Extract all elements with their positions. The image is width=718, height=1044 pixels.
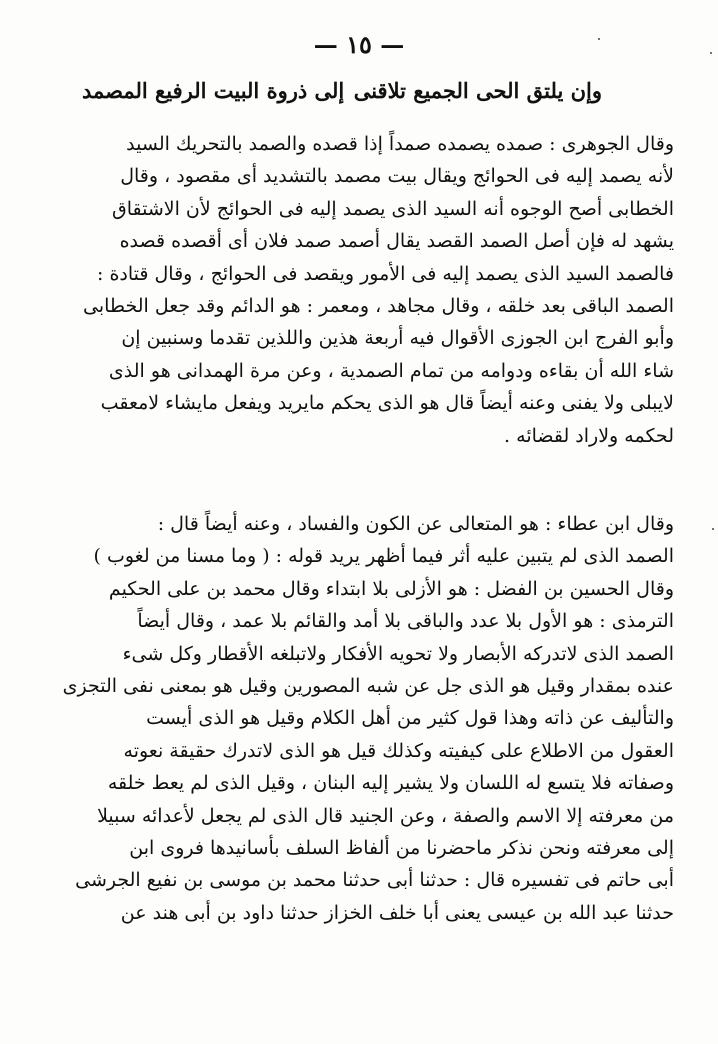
text-line: العقول من الاطلاع على كيفيته وكذلك قيل هو الذى لاتدرك حقيقة نعوته xyxy=(123,739,674,762)
verse-hemistich-right: وإن يلتق الحى الجميع تلاقنى xyxy=(353,78,602,103)
scan-speck xyxy=(598,38,600,40)
text-line: لأنه يصمد إليه فى الحوائج ويقال بيت مصمد بالتشديد أى مقصود ، وقال xyxy=(120,165,674,188)
text-line: حدثنا عبد الله بن عيسى يعنى أبا خلف الخزاز حدثنا داود بن أبى هند عن xyxy=(120,901,674,924)
scan-speck xyxy=(710,52,712,54)
text-line: وأبو الفرج ابن الجوزى الأقوال فيه أربعة هذين واللذين تقدما وسنبين إن xyxy=(121,327,674,350)
text-line: وصفاته فلا يتسع له اللسان ولا يشير إليه البنان ، وقيل الذى لم يعط خلقه xyxy=(107,772,674,795)
paragraph-2 xyxy=(46,508,674,929)
paragraph-1 xyxy=(46,128,674,452)
text-line: شاء الله أن بقاءه ودوامه من تمام الصمدية ، وعن مرة الهمدانى هو الذى xyxy=(108,359,674,382)
text-line: فالصمد السيد الذى يصمد إليه فى الأمور ويقصد فى الحوائج ، وقال قتادة : xyxy=(97,262,674,285)
text-line: الخطابى أصح الوجوه أنه السيد الذى يصمد إليه فى الحوائج لأن الاشتقاق xyxy=(111,197,674,220)
verse-hemistich-left: إلى ذروة البيت الرفيع المصمد xyxy=(82,78,345,103)
text-line: الصمد الذى لم يتبين عليه أثر فيما أظهر يريد قوله : ( وما مسنا من لغوب ) xyxy=(93,545,674,568)
text-line: يشهد له فإن أصل الصمد القصد يقال أصمد صمد فلان أى أقصده قصده xyxy=(119,230,674,253)
text-line: عنده بمقدار وقيل هو الذى جل عن شبه المصورين وقيل هو بمعنى نفى التجزى xyxy=(62,675,674,698)
text-line: أبى حاتم فى تفسيره قال : حدثنا أبى حدثنا محمد بن موسى بن نفيع الجرشى xyxy=(75,869,674,892)
page-number: — ١٥ — xyxy=(313,30,405,59)
text-line: من معرفته إلا الاسم والصفة ، وعن الجنيد قال الذى لم يجعل لأعدائه سبيلا xyxy=(97,804,674,827)
text-line: لايبلى ولا يفنى وعنه أيضاً قال هو الذى يحكم مايريد ويفعل مايشاء لامعقب xyxy=(100,392,674,415)
text-line: الترمذى : هو الأول بلا عدد والباقى بلا أمد والقائم بلا عمد ، وقال أيضاً xyxy=(137,610,674,633)
text-line: وقال الحسين بن الفضل : هو الأزلى بلا ابتداء وقال محمد بن على الحكيم xyxy=(108,577,674,600)
text-line: وقال ابن عطاء : هو المتعالى عن الكون والفساد ، وعنه أيضاً قال : xyxy=(157,513,674,535)
text-line: الصمد الباقى بعد خلقه ، وقال مجاهد ، ومعمر : هو الدائم وقد جعل الخطابى xyxy=(82,295,674,318)
text-line: الصمد الذى لاتدركه الأبصار ولا تحويه الأفكار ولاتبلغه الأقطار وكل شىء xyxy=(122,642,674,665)
text-line: وقال الجوهرى : صمده يصمده صمداً إذا قصده والصمد بالتحريك السيد xyxy=(126,133,674,155)
scan-speck xyxy=(712,528,714,530)
poetry-verse xyxy=(82,78,602,103)
text-line: والتأليف عن ذاته وهذا قول كثير من أهل الكلام وقيل هو الذى أيست xyxy=(146,707,674,730)
text-line: لحكمه ولاراد لقضائه . xyxy=(504,424,674,447)
text-line: إلى معرفته ونحن نذكر ماحضرنا من ألفاظ السلف بأسانيدها فروى ابن xyxy=(129,837,674,860)
